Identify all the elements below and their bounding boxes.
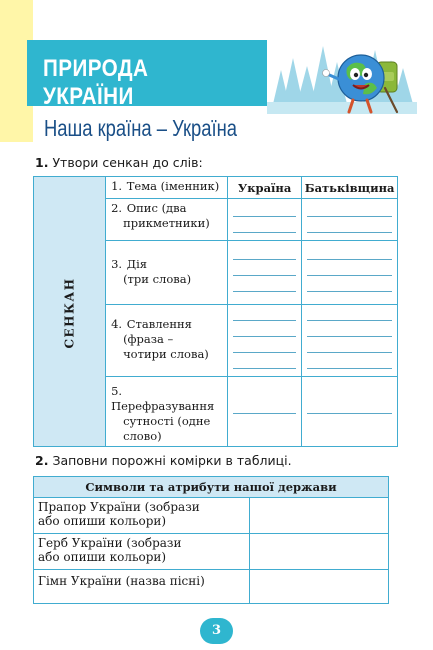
column-header-batkivshchyna: Батьківщина (302, 177, 398, 199)
answer-cell-batkivshchyna-2[interactable] (302, 199, 398, 241)
symbols-table-title: Символи та атрибути нашої держави (34, 477, 389, 498)
task-1-instruction (35, 155, 203, 170)
symbol-cell-flag[interactable] (250, 498, 389, 534)
task-2-instruction (35, 453, 292, 468)
answer-cell-batkivshchyna-4[interactable] (302, 305, 398, 377)
sinkan-row-2-label: 2. Опис (два прикметники) (106, 199, 228, 241)
column-header-ukraine: Україна (227, 177, 301, 199)
symbol-row-flag-label: Прапор України (зобрази або опиши кольори) (34, 498, 250, 534)
task-1-text: Утвори сенкан до слів: (52, 155, 203, 170)
sinkan-row-1-label: 1. Тема (іменник) (106, 177, 228, 199)
task-2-text: Заповни порожні комірки в таблиці. (52, 453, 292, 468)
answer-cell-ukraine-2[interactable] (227, 199, 301, 241)
sinkan-table (33, 176, 398, 447)
symbols-table (33, 476, 389, 604)
section-subtitle: Наша країна – Україна (44, 115, 237, 141)
symbol-row-coat-of-arms-label: Герб України (зобрази або опиши кольори) (34, 534, 250, 570)
answer-cell-batkivshchyna-3[interactable] (302, 241, 398, 305)
sinkan-side-label: СЕНКАН (34, 177, 106, 447)
symbol-cell-anthem[interactable] (250, 570, 389, 604)
answer-cell-batkivshchyna-5[interactable] (302, 377, 398, 447)
title-banner (27, 40, 267, 110)
symbol-row-anthem-label: Гімн України (назва пісні) (34, 570, 250, 604)
answer-cell-ukraine-5[interactable] (227, 377, 301, 447)
sinkan-row-5-label: 5. Перефразування сутності (одне слово) (106, 377, 228, 447)
symbol-cell-coat-of-arms[interactable] (250, 534, 389, 570)
page-title: ПРИРОДА УКРАЇНИ (43, 55, 149, 110)
nature-illustration (267, 22, 417, 114)
answer-cell-ukraine-3[interactable] (227, 241, 301, 305)
sinkan-row-3-label: 3. Дія (три слова) (106, 241, 228, 305)
task-2-number: 2. (35, 453, 49, 468)
page-number-badge: 3 (200, 618, 233, 644)
answer-cell-ukraine-4[interactable] (227, 305, 301, 377)
task-1-number: 1. (35, 155, 49, 170)
sinkan-row-4-label: 4. Ставлення (фраза – чотири слова) (106, 305, 228, 377)
